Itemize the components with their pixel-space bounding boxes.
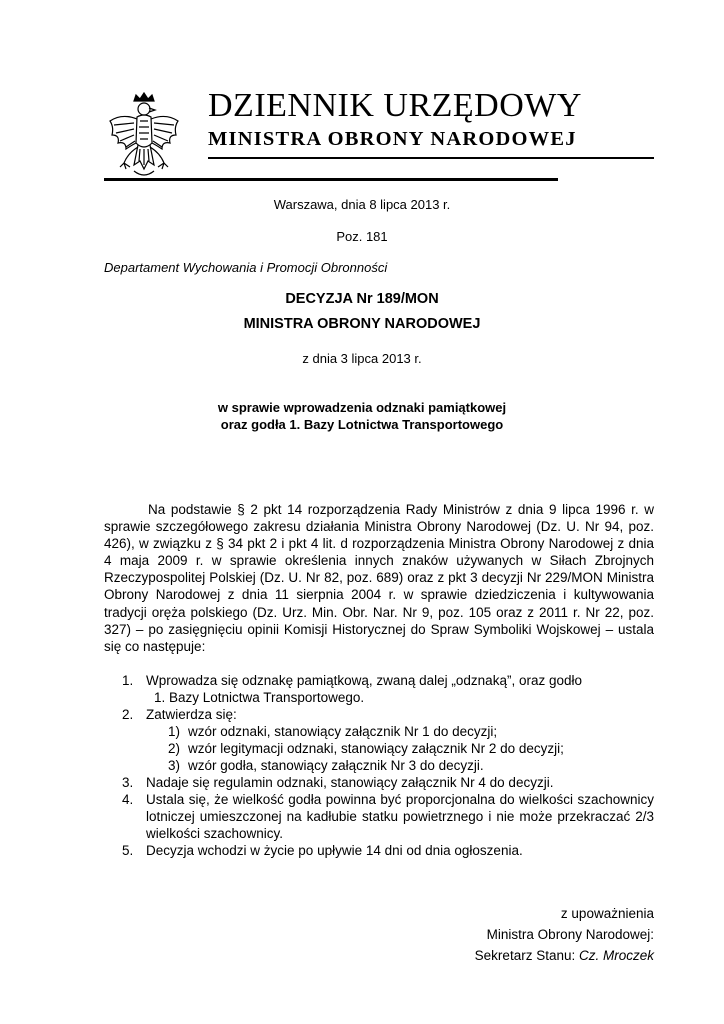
header-rule-thick [104,178,558,181]
item-number: 1. [122,673,134,688]
decision-number: DECYZJA Nr 189/MON [285,291,439,307]
item-text: Ustala się, że wielkość godła powinna być proporcjonalna do wielkości szachownicy lotniczej umieszczonej na kadłubie statku powietrznego i nie może przekraczać 2/3 wielkości szachownicy. [146,792,654,842]
subitem-text: wzór odznaki, stanowiący załącznik Nr 1 do decyzji; [188,724,498,739]
subitem-text: wzór godła, stanowiący załącznik Nr 3 do decyzji. [188,758,484,773]
decision-issuer: MINISTRA OBRONY NARODOWEJ [243,316,481,332]
signature-signatory [475,946,654,966]
subitem-number: 2) [168,741,181,756]
decision-date: z dnia 3 lipca 2013 r. [302,351,422,366]
signatory-title: Sekretarz Stanu: [474,948,579,963]
item-text: Nadaje się regulamin odznaki, stanowiący załącznik Nr 4 do decyzji. [146,775,554,790]
item-text: Zatwierdza się: [146,707,237,722]
header-rule-thin [208,157,654,159]
item-number: 4. [122,792,134,807]
signatory-name: Cz. Mroczek [578,948,654,963]
item-number: 2. [122,707,134,722]
journal-title: DZIENNIK URZĘDOWY [208,87,582,124]
place-date: Warszawa, dnia 8 lipca 2013 r. [273,197,451,212]
item-text: Wprowadza się odznakę pamiątkową, zwaną dalej „odznaką”, oraz godło [146,673,582,688]
journal-subtitle: MINISTRA OBRONY NARODOWEJ [208,128,577,150]
department-name: Departament Wychowania i Promocji Obronności [104,260,388,275]
position-number: Poz. 181 [336,229,388,244]
signature-authorization: z upoważnienia [560,906,654,921]
legal-basis-paragraph: Na podstawie § 2 pkt 14 rozporządzenia Rady Ministrów z dnia 9 lipca 1996 r. w sprawie szczegółowego zakresu działania Ministra Obrony Narodowej (Dz. U. Nr 94, poz. 426), w związku z § 34 pkt 2 i pkt 4 lit. d rozporządzenia Ministra Obrony Narodowej z dnia 4 maja 2009 r. w sprawie określenia innych znaków używanych w Siłach Zbrojnych Rzeczypospolitej Polskiej (Dz. U. Nr 82, poz. 689) oraz z pkt 3 decyzji Nr 229/MON Ministra Obrony Narodowej z dnia 11 sierpnia 2004 r. w sprawie dziedziczenia i kultywowania tradycji oręża polskiego (Dz. Urz. Min. Obr. Nar. Nr 9, poz. 105 oraz z 2011 r. Nr 22, poz. 327) – po zasięgnięciu opinii Komisji Historycznej do Spraw Symboliki Wojskowej – ustala się co następuje: [104,502,654,654]
signature-office: Ministra Obrony Narodowej: [486,927,654,942]
subitem-text: wzór legitymacji odznaki, stanowiący załącznik Nr 2 do decyzji; [188,741,564,756]
subitem-number: 1) [168,724,181,739]
item-text-continuation: 1. Bazy Lotnictwa Transportowego. [154,690,365,705]
polish-eagle-emblem-icon [104,91,184,187]
subject-line-2: oraz godła 1. Bazy Lotnictwa Transportowego [220,417,504,432]
item-number: 5. [122,843,134,858]
item-text: Decyzja wchodzi w życie po upływie 14 dni od dnia ogłoszenia. [146,843,523,858]
item-number: 3. [122,775,134,790]
subitem-number: 3) [168,758,181,773]
subject-line-1: w sprawie wprowadzenia odznaki pamiątkowej [217,400,507,415]
